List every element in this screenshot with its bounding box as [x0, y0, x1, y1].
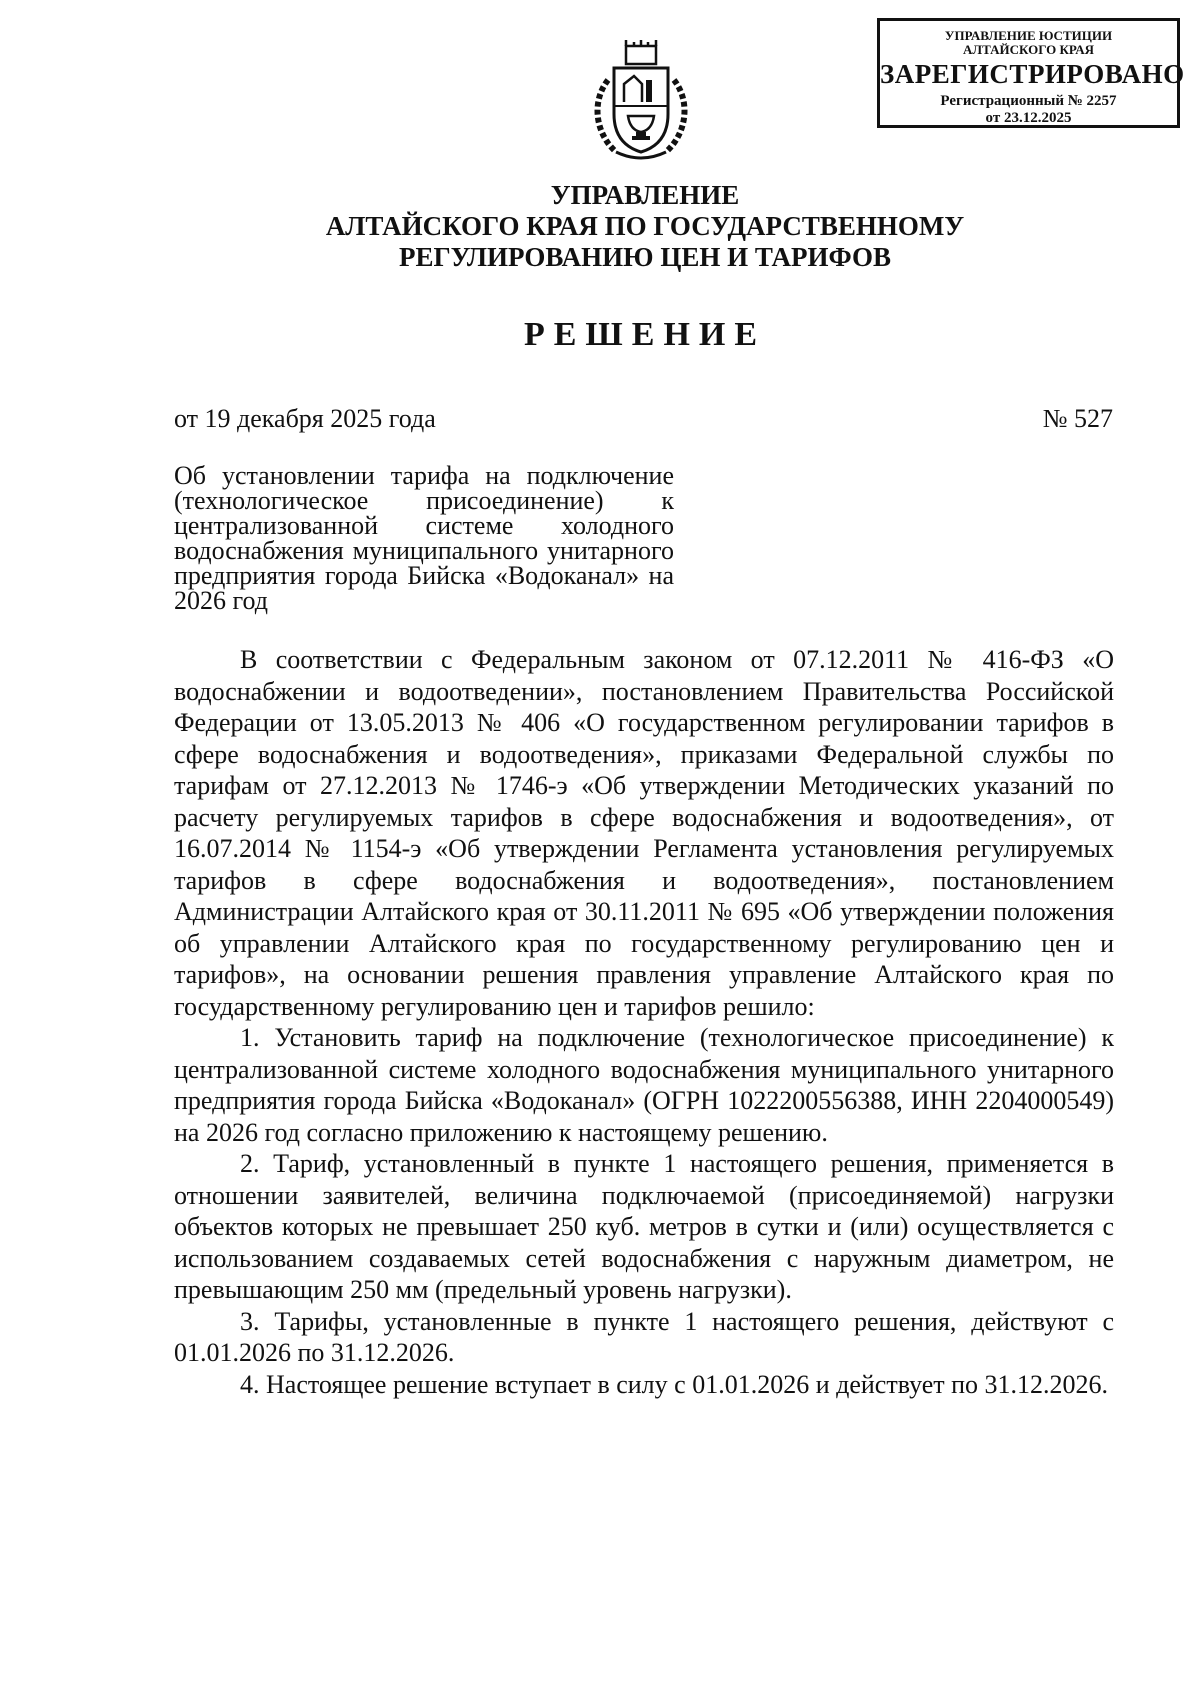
clause-4: 4. Настоящее решение вступает в силу с 01.01.2026 и действует по 31.12.2026.	[240, 1369, 1109, 1399]
clause-1: 1. Установить тариф на подключение (технологическое присоединение) к централизованной системе холодного водоснабжения муниципального унитарного предприятия города Бийска «Водоканал» (ОГРН 1022200556388, ИНН 2204000549) на 2026 год согласно приложению к настоящему решению.	[174, 1023, 1114, 1147]
stamp-reg-date: от 23.12.2025	[985, 110, 1072, 127]
clause-3: 3. Тарифы, установленные в пункте 1 настоящего решения, действуют с 01.01.2026 по 31.12.2026.	[174, 1306, 1114, 1367]
document-number: № 527	[1042, 404, 1113, 433]
stamp-org-region: АЛТАЙСКОГО КРАЯ	[963, 41, 1094, 57]
document-body	[174, 644, 1114, 1400]
issuer-line-3: РЕГУЛИРОВАНИЮ ЦЕН И ТАРИФОВ	[398, 242, 892, 272]
issuer-header	[0, 180, 1200, 273]
issuer-line-2: АЛТАЙСКОГО КРАЯ ПО ГОСУДАРСТВЕННОМУ	[325, 211, 965, 241]
registration-stamp	[877, 18, 1185, 128]
preamble-paragraph: В соответствии с Федеральным законом от 07.12.2011 № 416-ФЗ «О водоснабжении и водоотведении», постановлением Правительства Российской Федерации от 13.05.2013 № 406 «О государственном регулировании тарифов в сфере водоснабжения и водоотведения», приказами Федеральной службы по тарифам от 27.12.2013 № 1746-э «Об утверждении Методических указаний по расчету регулируемых тарифов в сфере водоснабжения и водоотведения», от 16.07.2014 № 1154-э «Об утверждении Регламента установления регулируемых тарифов в сфере водоснабжения и водоотведения», постановлением Администрации Алтайского края от 30.11.2011 № 695 «Об утверждении положения об управлении Алтайского края по государственному регулированию цен и тарифов», на основании решения правления управление Алтайского края по государственному регулированию цен и тарифов решило:	[174, 645, 1114, 1021]
document-date: от 19 декабря 2025 года	[174, 404, 436, 433]
stamp-reg-number: Регистрационный № 2257	[940, 92, 1117, 109]
stamp-status: ЗАРЕГИСТРИРОВАНО	[880, 59, 1185, 90]
issuer-line-1: УПРАВЛЕНИЕ	[550, 180, 740, 210]
clause-2: 2. Тариф, установленный в пункте 1 настоящего решения, применяется в отношении заявителей, величина подключаемой (присоединяемой) нагрузки объектов которых не превышает 250 куб. метров в сутки и (или) осуществляется с использованием создаваемых сетей водоснабжения с наружным диаметром, не превышающим 250 мм (предельный уровень нагрузки).	[174, 1149, 1114, 1304]
document-subject: Об установлении тарифа на подключение (технологическое присоединение) к централизованной системе холодного водоснабжения муниципального унитарного предприятия города Бийска «Водоканал» на 2026 год	[174, 461, 674, 615]
altai-coat-of-arms-icon	[586, 40, 696, 168]
document-type: РЕШЕНИЕ	[523, 316, 767, 353]
stamp-org: УПРАВЛЕНИЕ ЮСТИЦИИ	[944, 28, 1113, 43]
